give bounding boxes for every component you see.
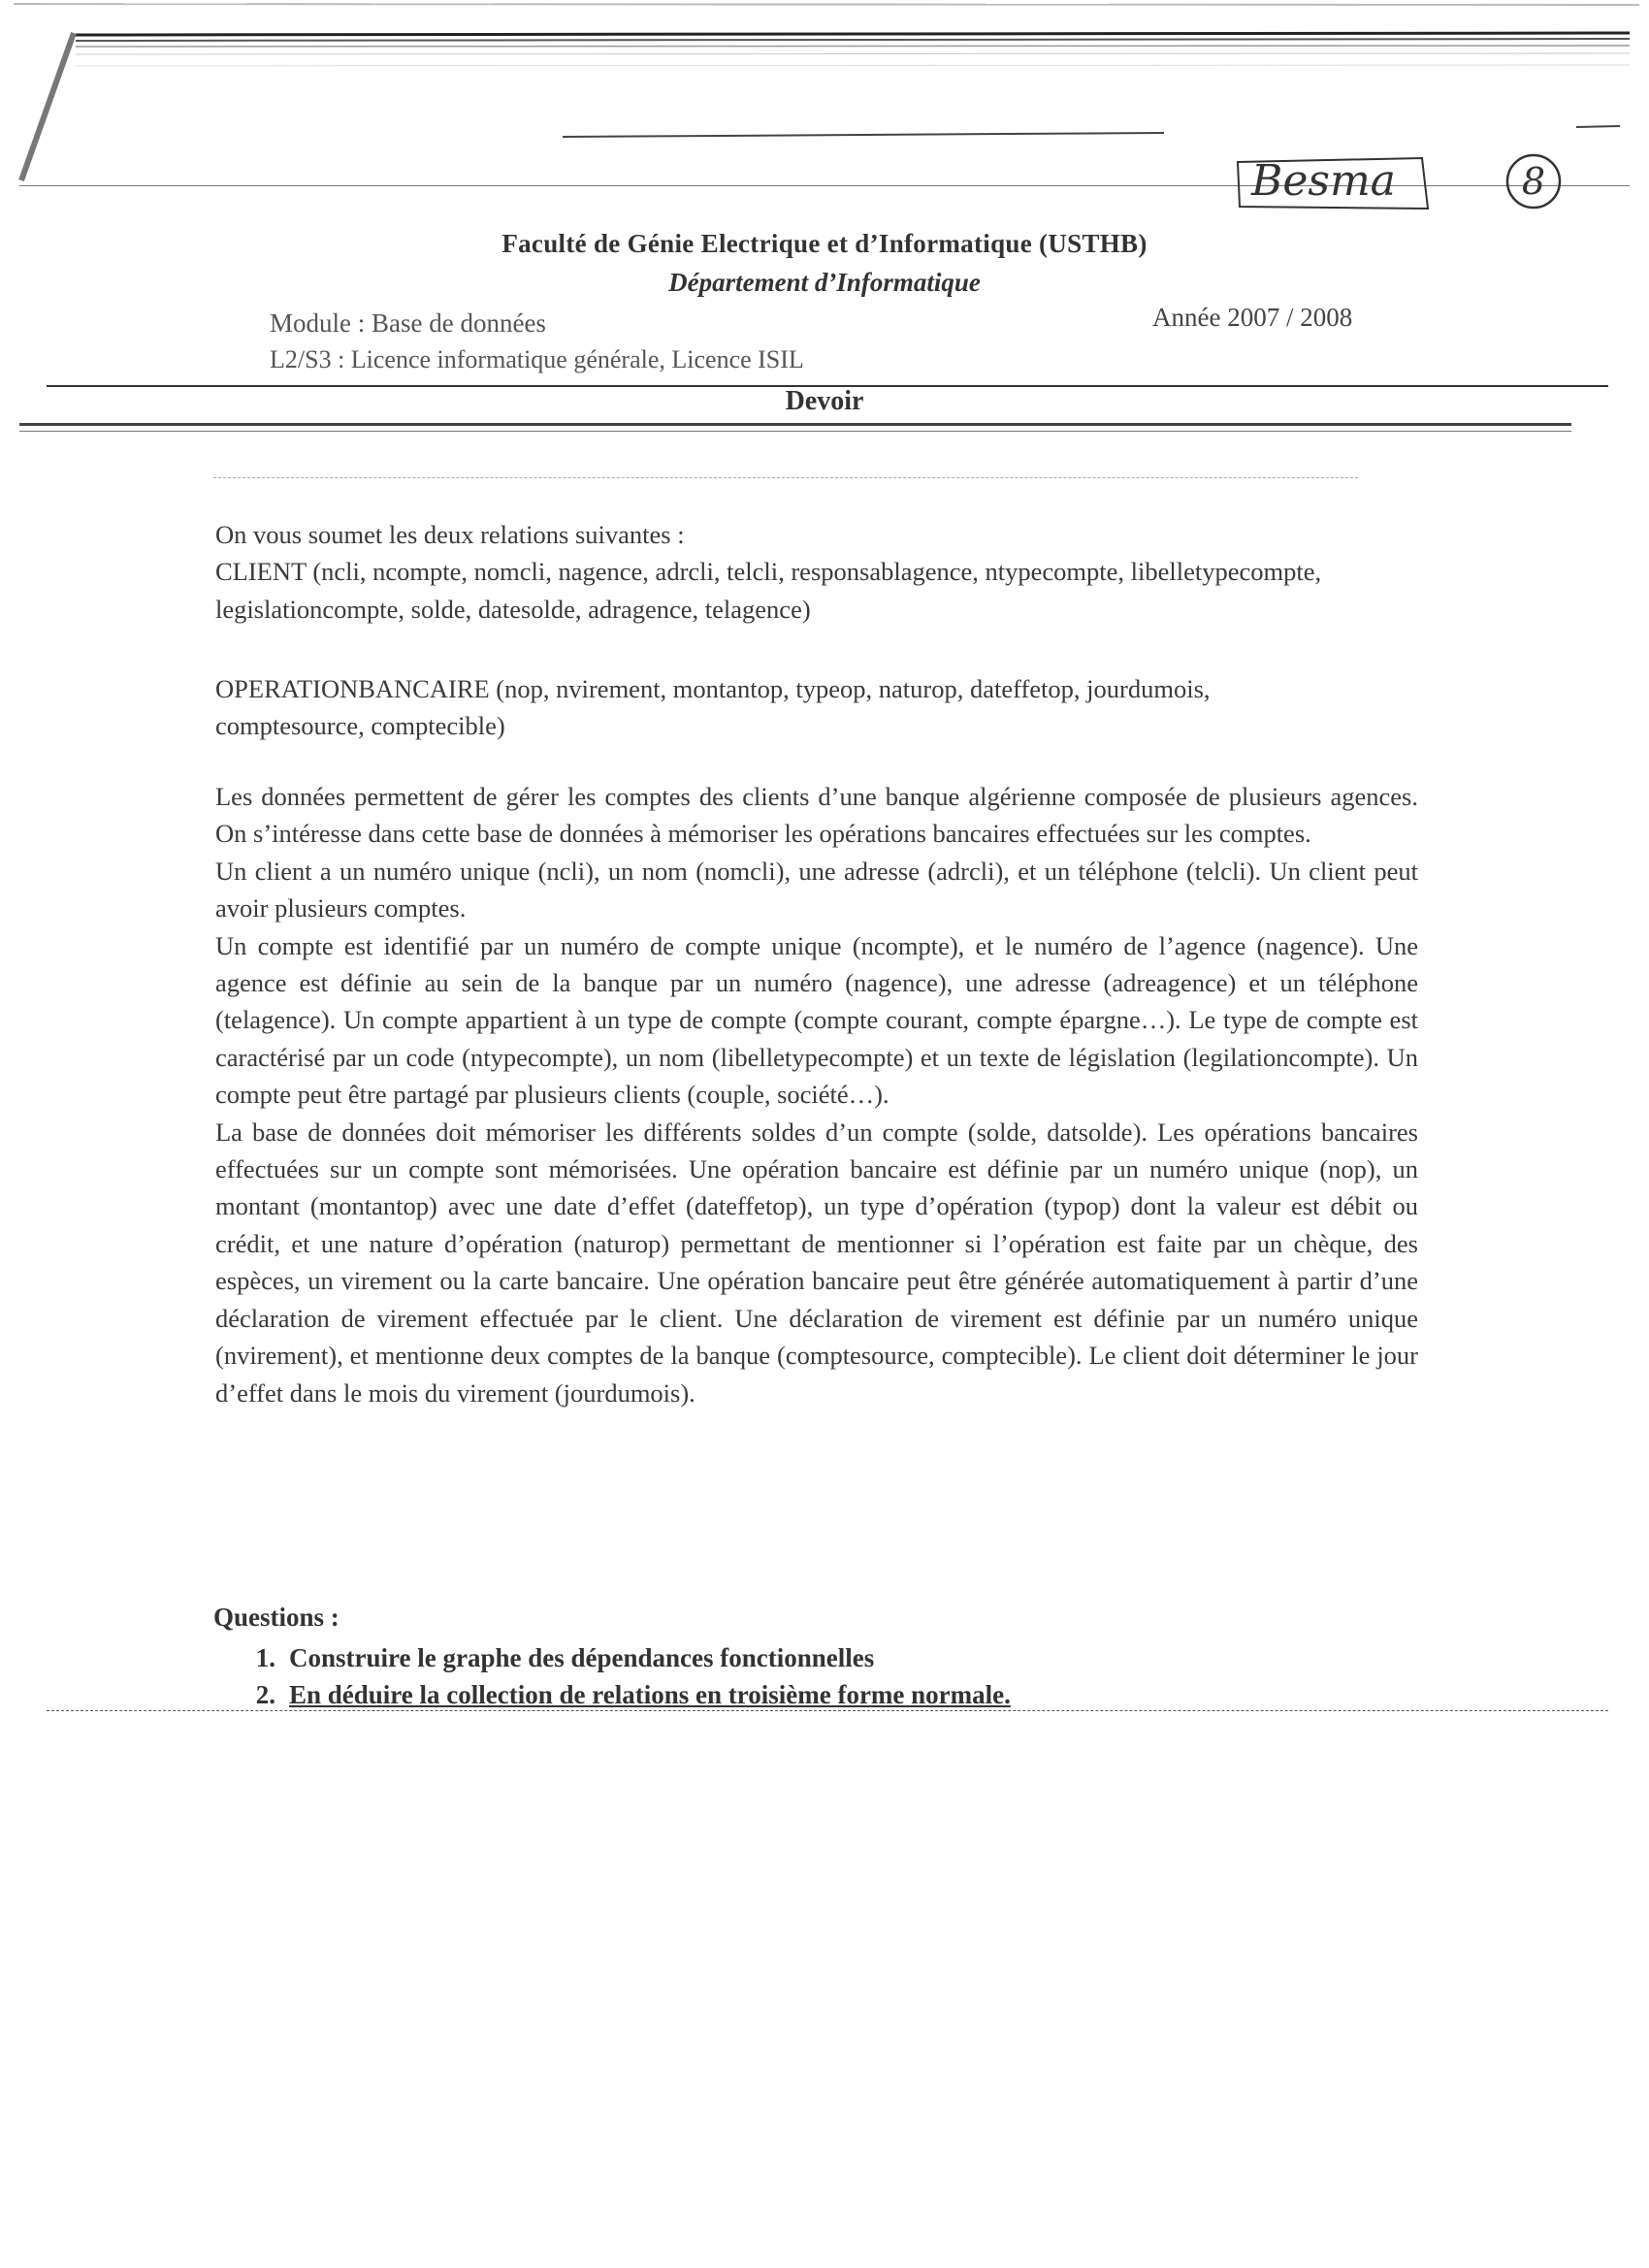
faint-rule bbox=[213, 477, 1358, 478]
devoir-divider-1 bbox=[19, 423, 1571, 426]
question-text: Construire le graphe des dépendances fonctionnelles bbox=[289, 1643, 875, 1672]
diagonal-scan-mark bbox=[0, 0, 194, 194]
question-item bbox=[233, 1676, 1011, 1713]
module-label: Module : Base de données bbox=[270, 308, 546, 338]
questions-title: Questions : bbox=[213, 1603, 340, 1632]
student-name: Besma bbox=[1251, 156, 1396, 206]
paragraph: Les données permettent de gérer les comptes des clients d’une banque algérienne composée de plusieurs agences. On s’intéresse dans cette base de données à mémoriser les opérations bancaires effectuées sur les comptes. bbox=[215, 782, 1418, 849]
department-title: Département d’Informatique bbox=[668, 268, 981, 297]
academic-year: Année 2007 / 2008 bbox=[1152, 303, 1353, 332]
operation-relation-block bbox=[215, 670, 1360, 745]
intro-lead: On vous soumet les deux relations suivantes : bbox=[215, 520, 685, 549]
document-type: Devoir bbox=[785, 386, 864, 416]
student-name-annotation bbox=[1230, 150, 1455, 214]
question-number: 2. bbox=[255, 1680, 275, 1709]
footer-rule bbox=[47, 1710, 1608, 1711]
client-relation: CLIENT (ncli, ncompte, nomcli, nagence, adrcli, telcli, responsablagence, ntypecompte, libelletypecompte, legislationcompte, solde, datesolde, adragence, telagence) bbox=[215, 557, 1322, 624]
question-item bbox=[233, 1639, 1011, 1676]
devoir-divider-2 bbox=[19, 431, 1571, 432]
grade-annotation bbox=[1502, 149, 1566, 213]
scan-artifacts bbox=[0, 0, 1649, 116]
paragraph: Un compte est identifié par un numéro de compte unique (ncompte), et le numéro de l’agence (nagence). Une agence est définie au sein de la banque par un numéro (nagence), une adresse (adreagence) et un téléphone (telagence). Un compte appartient à un type de compte (compte courant, compte épargne…). Le type de compte est caractérisé par un code (ntypecompte), un nom (libelletypecompte) et un texte de législation (legilationcompte). Un compte peut être partagé par plusieurs clients (couple, société…). bbox=[215, 930, 1418, 1110]
faculty-title: Faculté de Génie Electrique et d’Informatique (USTHB) bbox=[501, 229, 1148, 258]
question-text: En déduire la collection de relations en troisième forme normale. bbox=[289, 1680, 1011, 1709]
header-stroke bbox=[543, 121, 1630, 141]
operation-relation: OPERATIONBANCAIRE (nop, nvirement, montantop, typeop, naturop, dateffetop, jourdumois, comptesource, comptecible) bbox=[215, 674, 1211, 741]
description bbox=[215, 778, 1418, 1411]
relations-intro bbox=[215, 516, 1418, 628]
questions-list bbox=[233, 1639, 1011, 1713]
paragraph: Un client a un numéro unique (ncli), un nom (nomcli), une adresse (adrcli), et un téléphone (telcli). Un client peut avoir plusieurs comptes. bbox=[215, 856, 1418, 923]
question-number: 1. bbox=[255, 1643, 275, 1672]
grade-value: 8 bbox=[1521, 160, 1546, 203]
level-label: L2/S3 : Licence informatique générale, Licence ISIL bbox=[270, 345, 804, 373]
paragraph: La base de données doit mémoriser les différents soldes d’un compte (solde, datsolde). Les opérations bancaires effectuées sur un compte sont mémorisées. Une opération bancaire est définie par un numéro unique (nop), un montant (montantop) avec une date d’effet (dateffetop), un type d’opération (typop) dont la valeur est débit ou crédit, et une nature d’opération (naturop) permettant de mentionner si l’opération est faite par un chèque, des espèces, un virement ou la carte bancaire. Une opération bancaire peut être générée automatiquement à partir d’une déclaration de virement effectuée par le client. Une déclaration de virement est définie par un numéro unique (nvirement), et mentionne deux comptes de la banque (comptesource, comptecible). Le client doit déterminer le jour d’effet dans le mois du virement (jourdumois). bbox=[215, 1117, 1418, 1408]
